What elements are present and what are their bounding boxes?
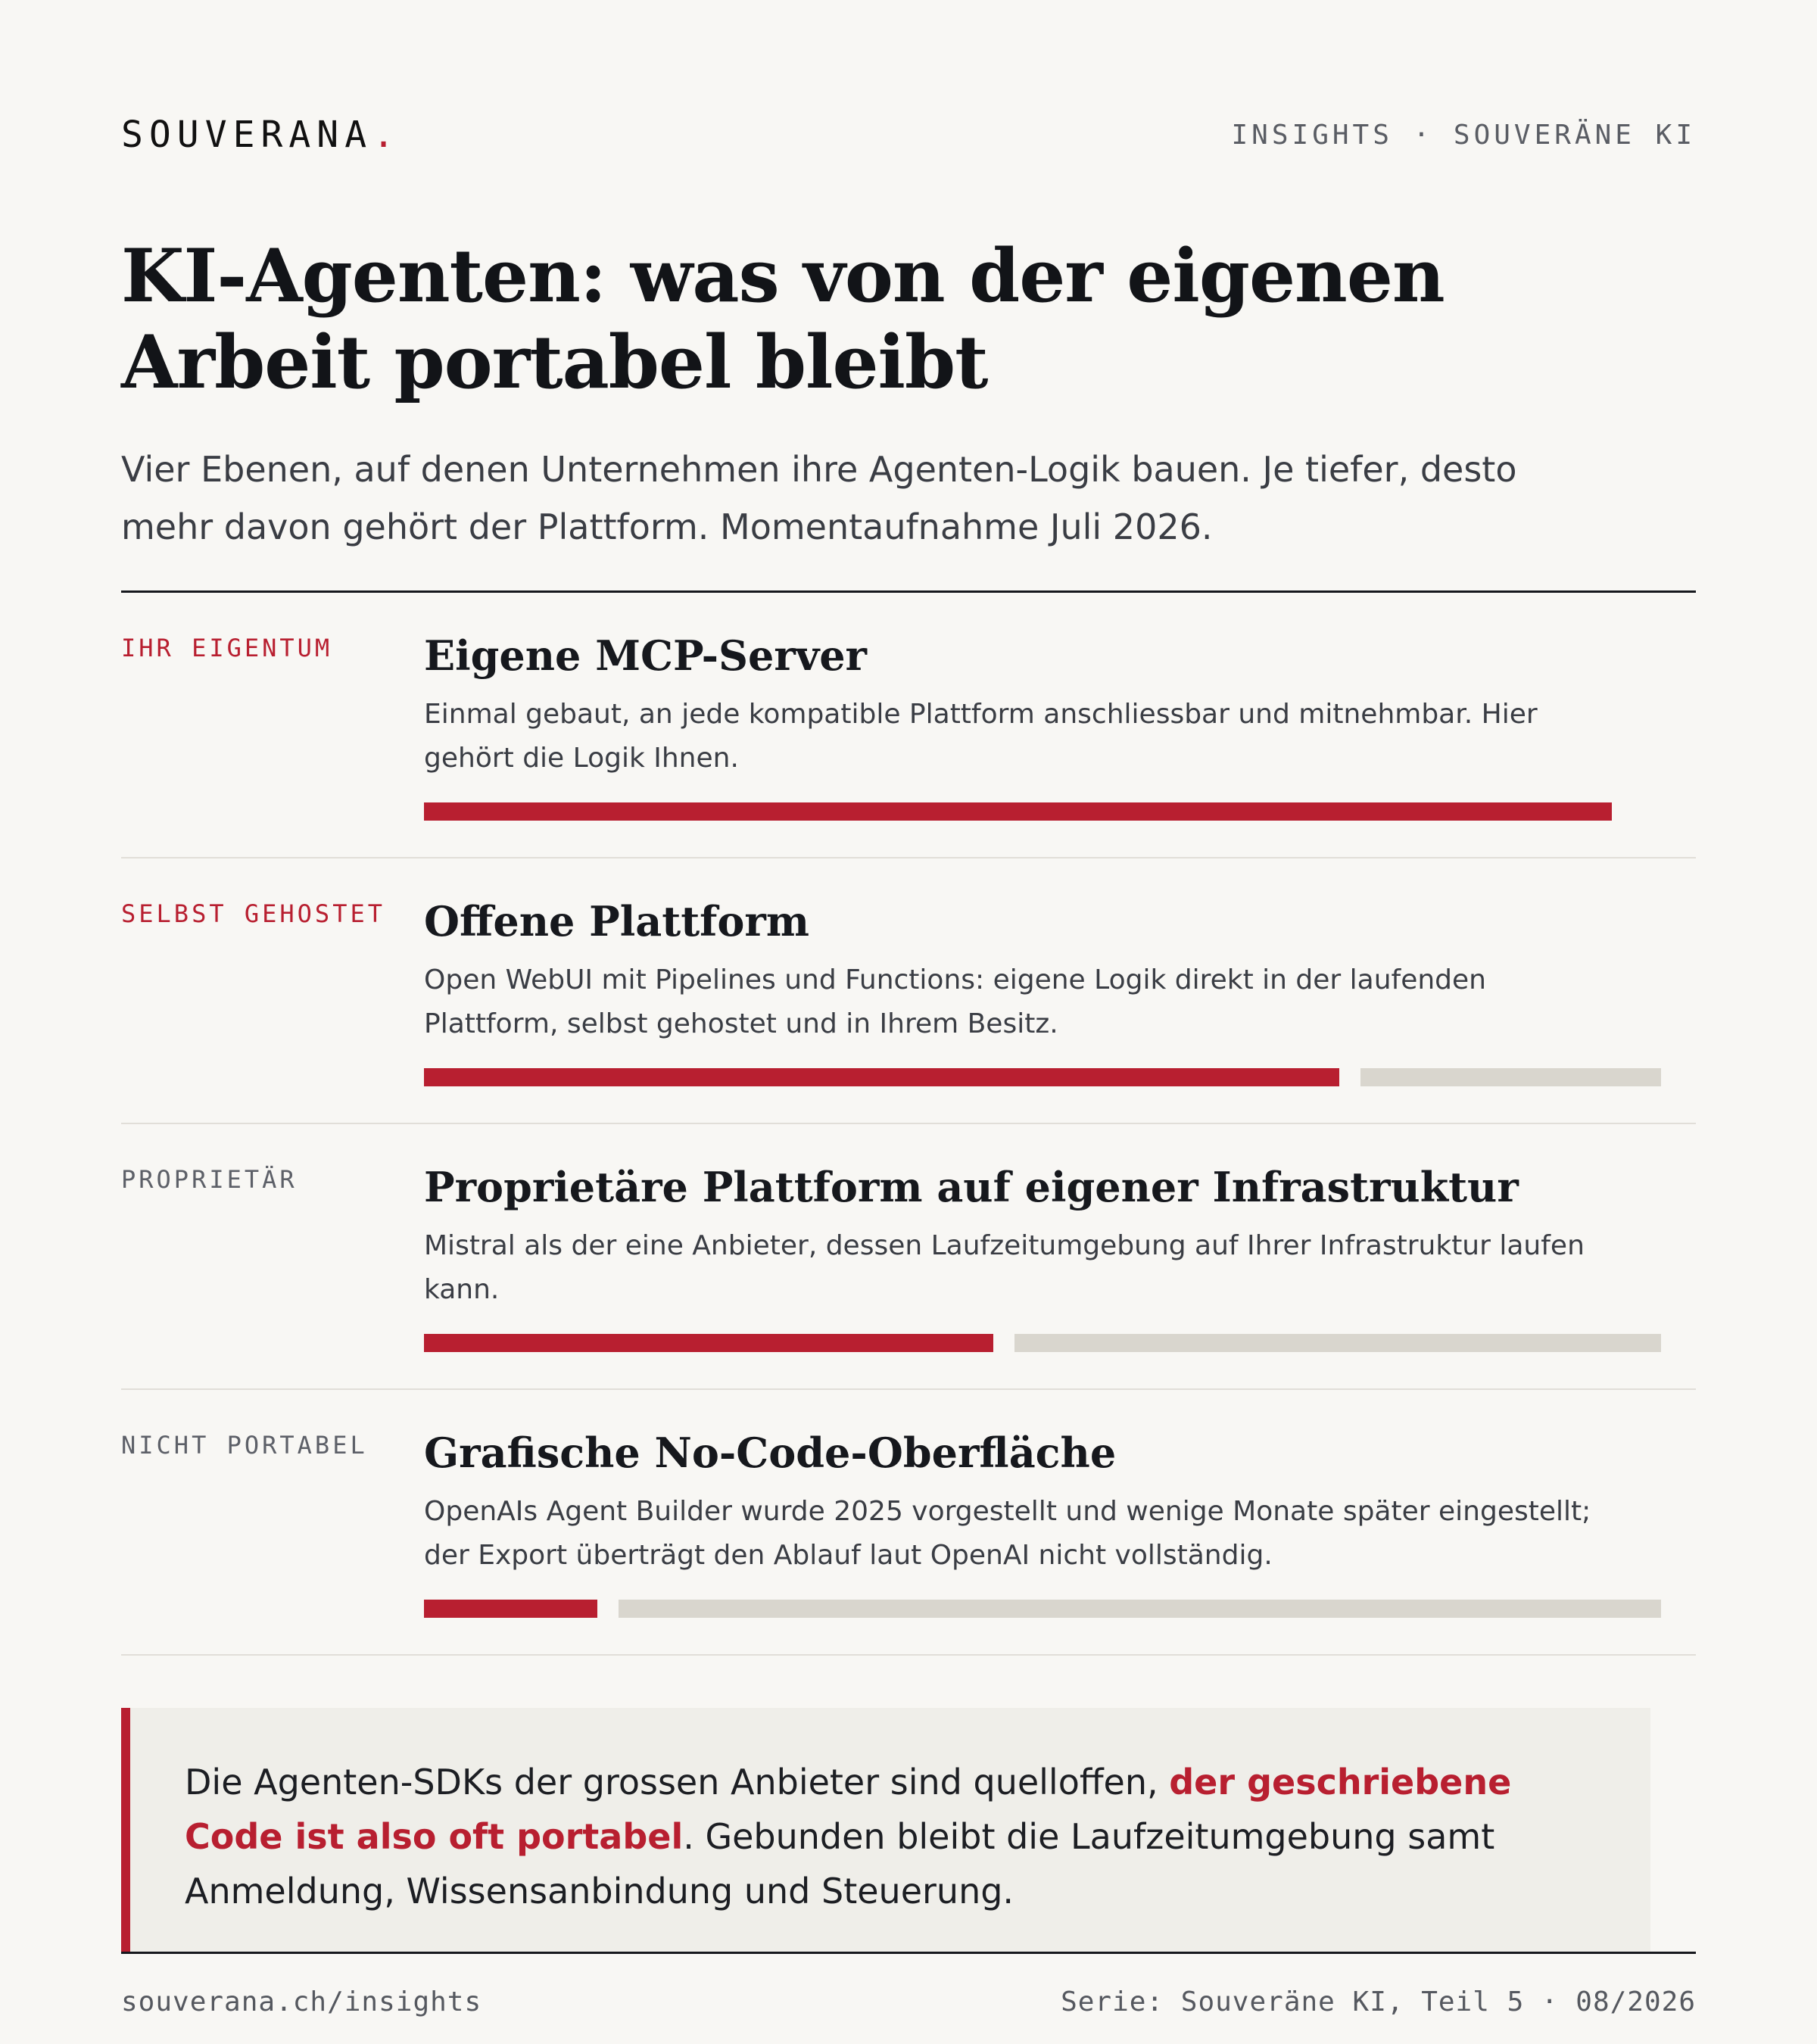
portability-bar [424,1068,1661,1086]
brand-name: SOUVERANA [121,114,373,156]
layer-item-own-mcp [121,593,1696,858]
callout-highlight: der geschriebene Code ist also oft portabel [185,1762,1512,1857]
layer-tag: SELBST GEHOSTET [121,899,385,928]
callout-box [121,1708,1650,1952]
bottom-divider [121,1952,1696,1954]
portability-bar-fill [424,1334,993,1352]
brand-logo[interactable] [121,114,400,156]
layer-item-proprietary [121,1124,1696,1390]
layer-title: Eigene MCP-Server [424,631,868,680]
footer-url-link[interactable]: souverana.ch/insights [121,1986,482,2018]
footer-series-label: Serie: Souveräne KI, Teil 5 · 08/2026 [1061,1986,1696,2018]
portability-bar-fill [424,1600,597,1618]
layer-tag: IHR EIGENTUM [121,634,333,662]
callout-text [185,1755,1593,1918]
portability-bar-track [1014,1334,1661,1352]
callout-text-end: . Gebunden bleibt die Laufzeitumgebung samt Anmeldung, Wissensanbindung und Steuerung. [185,1816,1495,1912]
portability-bar-fill [424,1068,1339,1086]
lead-paragraph: Vier Ebenen, auf denen Unternehmen ihre Agenten-Logik bauen. Je tiefer, desto mehr davon gehört der Plattform. Momentaufnahme Juli 2026. [121,449,1517,547]
portability-bar-track [619,1600,1661,1618]
layer-item-open-platform [121,858,1696,1124]
layer-title: Offene Plattform [424,897,809,946]
portability-bar-fill [424,802,1612,821]
layer-tag: PROPRIETÄR [121,1165,298,1194]
portability-bar [424,1334,1661,1352]
brand-dot: . [372,114,400,156]
callout-text-start: Die Agenten-SDKs der grossen Anbieter sind quelloffen, [185,1762,1170,1803]
portability-bar-track [1360,1068,1661,1086]
layer-description: Open WebUI mit Pipelines und Functions: eigene Logik direkt in der laufenden Plattform, selbst gehostet und in Ihrem Besitz. [424,964,1486,1039]
layer-tag: NICHT PORTABEL [121,1431,368,1460]
layer-description: Mistral als der eine Anbieter, dessen Laufzeitumgebung auf Ihrer Infrastruktur laufen kann. [424,1230,1585,1305]
portability-bar [424,802,1661,821]
layer-list [121,593,1696,1656]
portability-bar [424,1600,1661,1618]
layer-title: Proprietäre Plattform auf eigener Infrastruktur [424,1163,1519,1211]
layer-description: OpenAIs Agent Builder wurde 2025 vorgestellt und wenige Monate später eingestellt; der Export überträgt den Ablauf laut OpenAI nicht vollständig. [424,1496,1591,1571]
page-title: KI-Agenten: was von der eigenen Arbeit portabel bleibt [121,233,1445,405]
layer-title: Grafische No-Code-Oberfläche [424,1429,1117,1477]
layer-item-no-code [121,1390,1696,1656]
layer-description: Einmal gebaut, an jede kompatible Plattform anschliessbar und mitnehmbar. Hier gehört die Logik Ihnen. [424,699,1538,774]
page [121,0,1696,2044]
section-label: INSIGHTS · SOUVERÄNE KI [1231,120,1696,151]
